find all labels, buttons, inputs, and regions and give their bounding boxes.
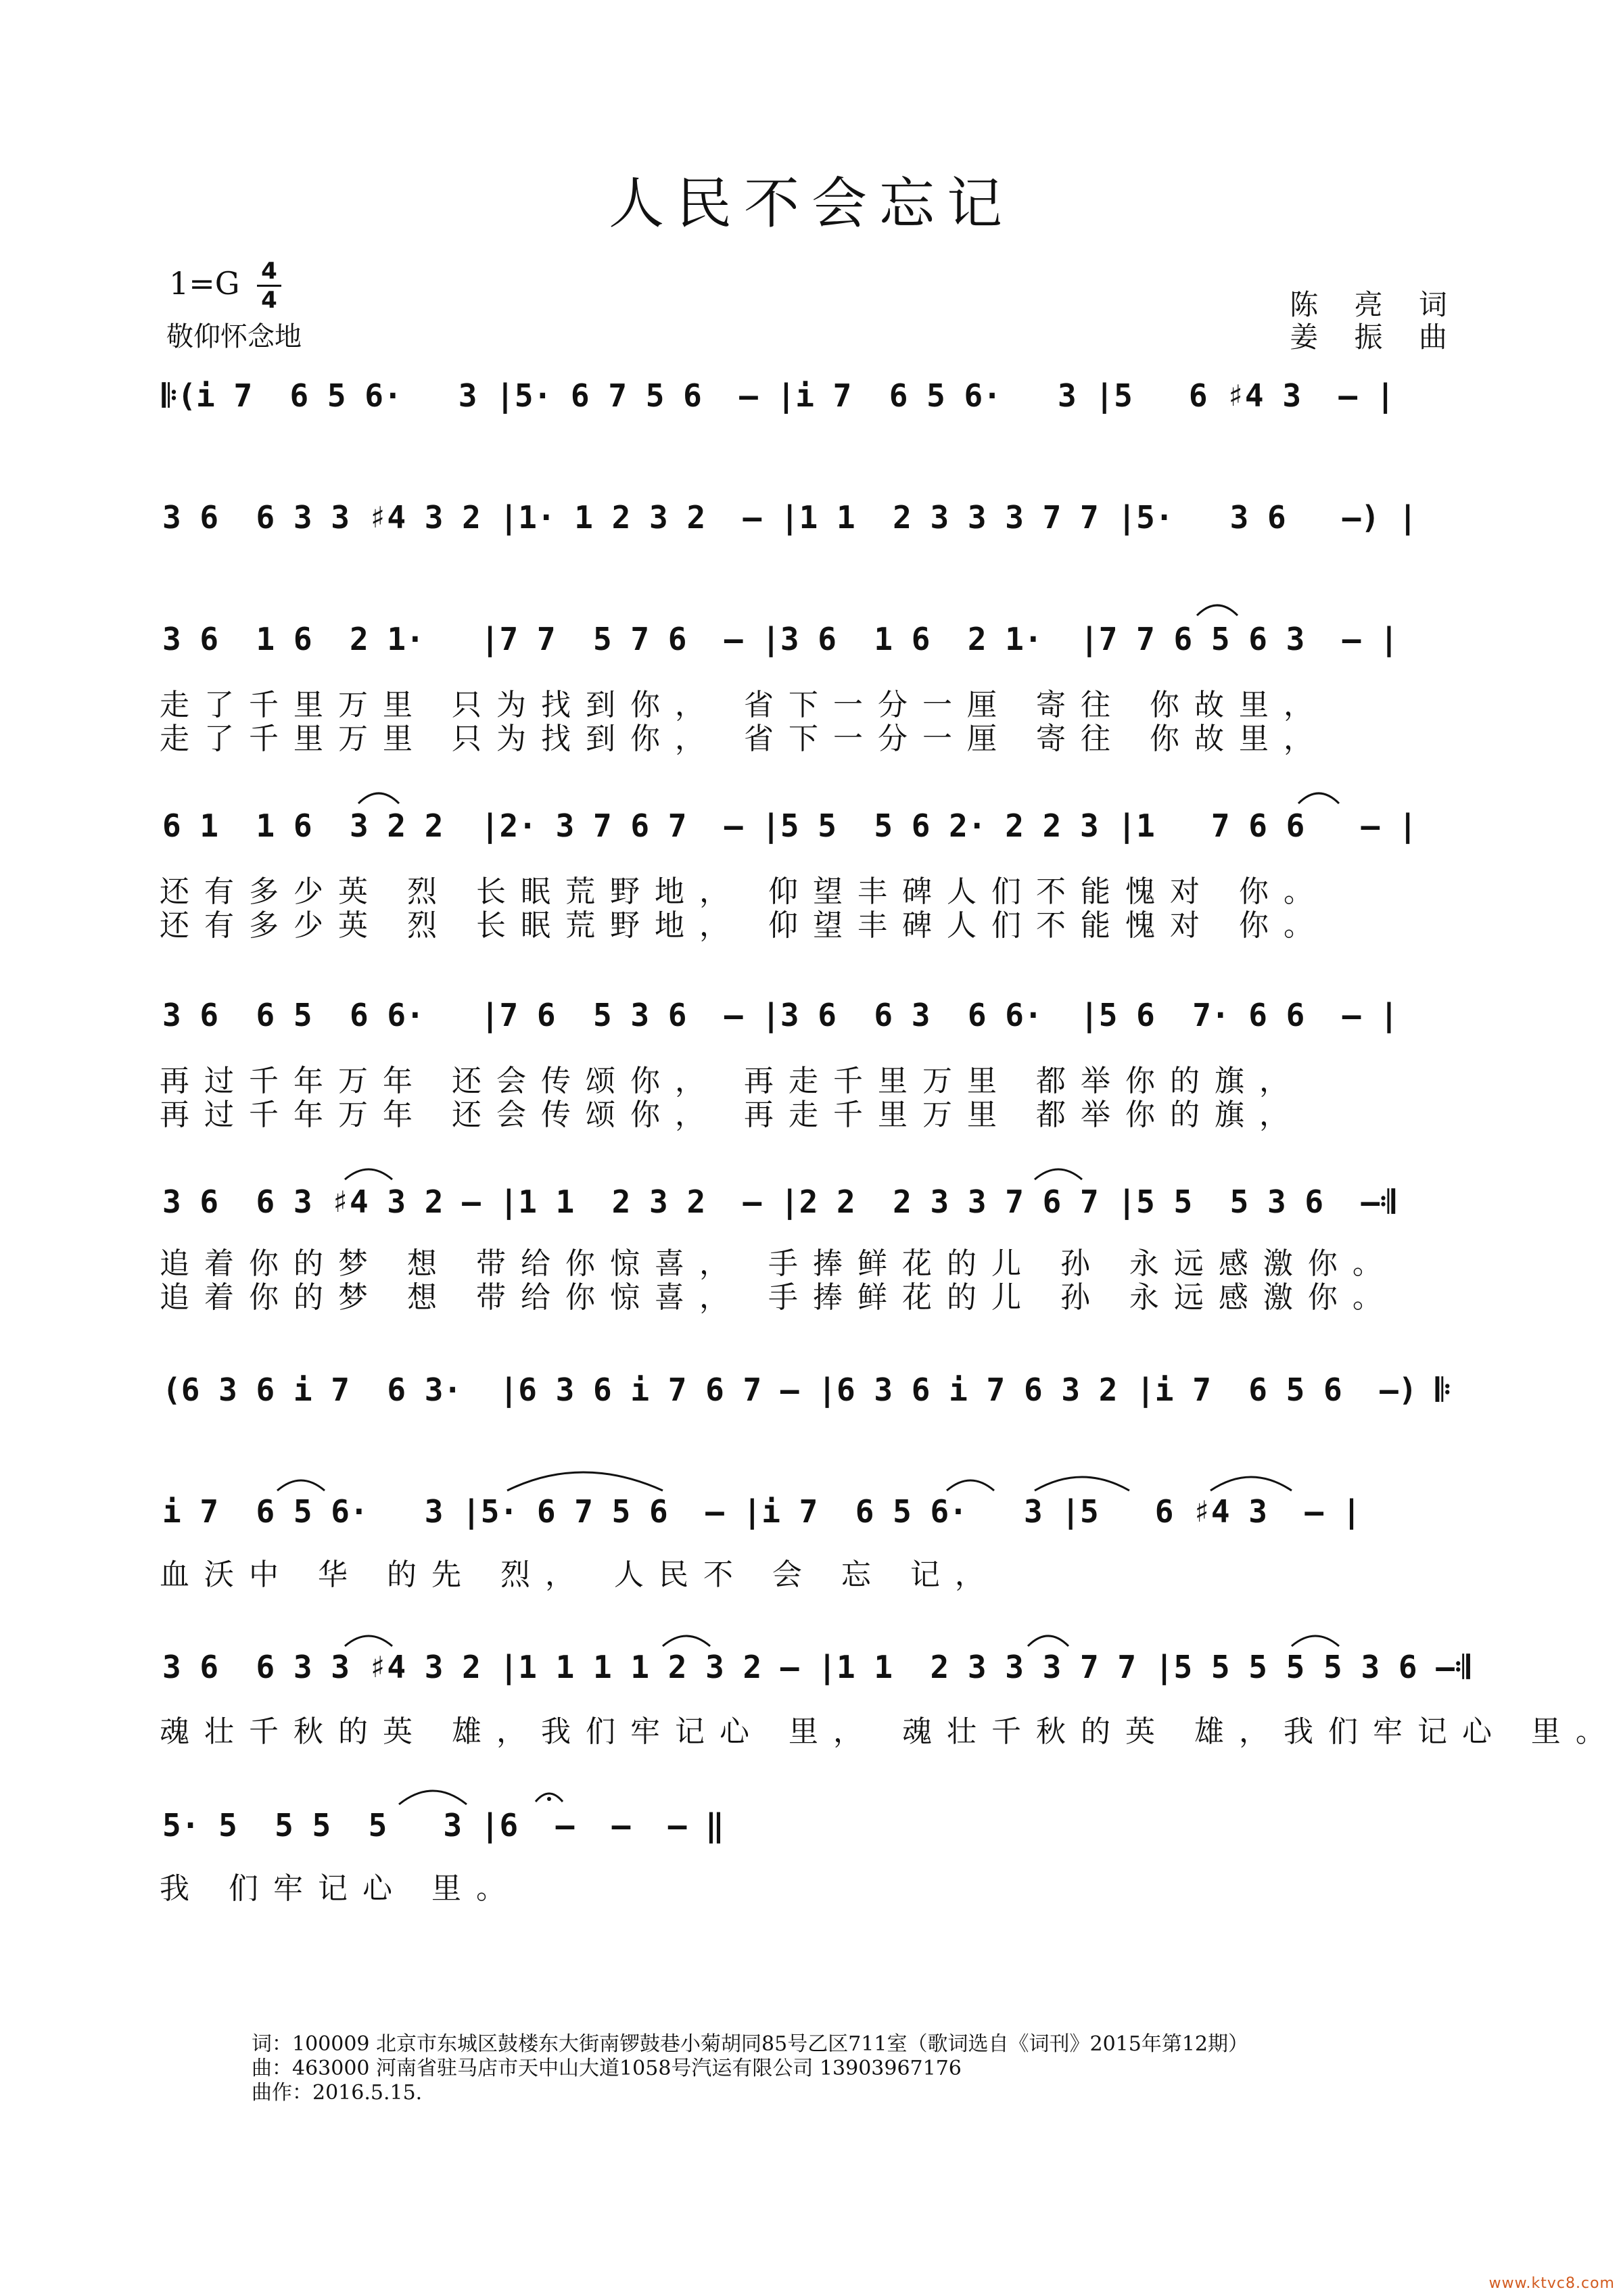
notation-line-4: 6 1 1 6 3 2 2 |2· 3 7 6 7 – |5 5 5 6 2· 2 2 3 |1 7 6 6 – |: [162, 807, 1417, 844]
tempo-marking: 敬仰怀念地: [166, 321, 302, 352]
notation-line-1: 𝄆(i 7 6 5 6· 3 |5· 6 7 5 6 – |i 7 6 5 6· 3 |5 6 ♯4 3 – |: [162, 377, 1395, 414]
slur: [345, 1636, 392, 1646]
slur: [277, 1480, 325, 1491]
slur: [507, 1472, 663, 1491]
lyric-line-9: 魂壮千秋的英 雄，我们牢记心 里， 魂壮千秋的英 雄，我们牢记心 里。: [160, 1714, 1620, 1749]
key-signature: 1=G: [169, 265, 240, 302]
notation-line-9: 3 6 6 3 3 ♯4 3 2 |1 1 1 1 2 3 2 – |1 1 2 3 3 3 7 7 |5 5 5 5 5 3 6 –𝄇: [162, 1649, 1470, 1685]
slur: [1028, 1636, 1068, 1646]
watermark: www.ktvc8.com: [1488, 2275, 1615, 2292]
lyric-line-3a: 走了千里万里 只为找到你， 省下一分一厘 寄往 你故里，: [160, 688, 1328, 722]
lyric-line-6b: 追着你的梦 想 带给你惊喜， 手捧鲜花的儿 孙 永远感激你。: [160, 1280, 1397, 1315]
lyric-line-10: 我 们牢记心 里。: [160, 1871, 521, 1906]
time-signature-bottom: 4: [261, 287, 277, 314]
slur: [399, 1791, 467, 1804]
lyricist-credit: 陈 亮 词: [1290, 288, 1461, 321]
slur: [1035, 1477, 1129, 1491]
lyric-line-5b: 再过千年万年 还会传颂你， 再走千里万里 都举你的旗，: [160, 1098, 1304, 1132]
lyric-line-6a: 追着你的梦 想 带给你惊喜， 手捧鲜花的儿 孙 永远感激你。: [160, 1246, 1397, 1281]
footer-date: 曲作：2016.5.15.: [252, 2081, 423, 2105]
notation-line-2: 3 6 6 3 3 ♯4 3 2 |1· 1 2 3 2 – |1 1 2 3 3 3 7 7 |5· 3 6 –) |: [162, 499, 1417, 536]
slur: [345, 1169, 392, 1179]
notation-line-10: 5· 5 5 5 5 3 |6 – – – ‖: [162, 1807, 724, 1844]
footer-lyricist-address: 词：100009 北京市东城区鼓楼东大街南锣鼓巷小菊胡同85号乙区711室（歌词选自《词刊》2015年第12期）: [252, 2032, 1249, 2056]
notation-line-6: 3 6 6 3 ♯4 3 2 – |1 1 2 3 2 – |2 2 2 3 3 7 6 7 |5 5 5 3 6 –𝄇: [162, 1184, 1395, 1220]
slur: [1292, 1636, 1339, 1646]
lyric-line-8: 血沃中 华 的先 烈， 人民不 会 忘 记，: [160, 1557, 999, 1592]
composer-credit: 姜 振 曲: [1290, 321, 1461, 354]
slur: [1210, 1477, 1292, 1491]
slur: [947, 1480, 994, 1491]
lyric-line-3b: 走了千里万里 只为找到你， 省下一分一厘 寄往 你故里，: [160, 722, 1328, 756]
notation-line-7: (6 3 6 i 7 6 3· |6 3 6 i 7 6 7 – |6 3 6 i 7 6 3 2 |i 7 6 5 6 –) 𝄆: [162, 1372, 1451, 1408]
lyric-line-4b: 还有多少英 烈 长眠荒野地， 仰望丰碑人们不能愧对 你。: [160, 908, 1328, 943]
slur: [358, 793, 399, 803]
notation-line-8: i 7 6 5 6· 3 |5· 6 7 5 6 – |i 7 6 5 6· 3 |5 6 ♯4 3 – |: [162, 1493, 1361, 1530]
notation-line-5: 3 6 6 5 6 6· |7 6 5 3 6 – |3 6 6 3 6 6· |5 6 7· 6 6 – |: [162, 997, 1398, 1033]
slur: [1197, 605, 1238, 615]
lyric-line-5a: 再过千年万年 还会传颂你， 再走千里万里 都举你的旗，: [160, 1064, 1304, 1098]
page-title: 人民不会忘记: [608, 172, 1014, 236]
footer-composer-address: 曲：463000 河南省驻马店市天中山大道1058号汽运有限公司 13903967176: [252, 2057, 962, 2080]
slur: [1298, 793, 1339, 803]
slur: [1035, 1169, 1082, 1179]
slur: [663, 1636, 710, 1646]
lyric-line-4a: 还有多少英 烈 长眠荒野地， 仰望丰碑人们不能愧对 你。: [160, 874, 1328, 909]
time-signature-top: 4: [261, 258, 277, 285]
notation-line-3: 3 6 1 6 2 1· |7 7 5 7 6 – |3 6 1 6 2 1· |7 7 6 5 6 3 – |: [162, 621, 1398, 657]
fermata-dot: [547, 1797, 551, 1801]
